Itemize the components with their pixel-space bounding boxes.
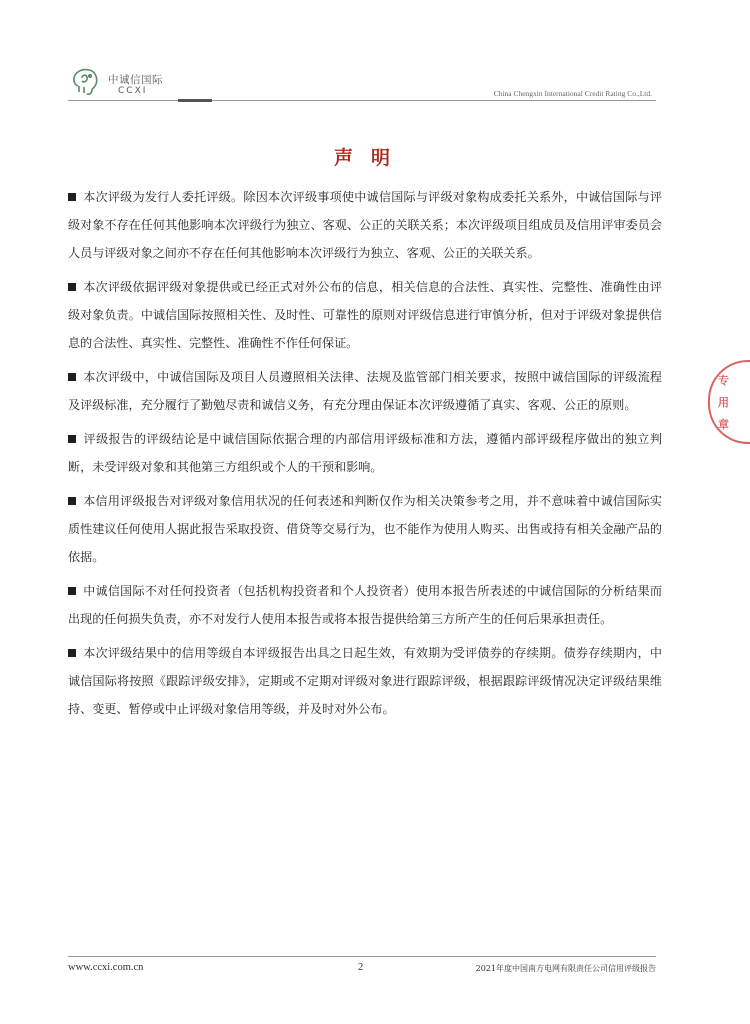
footer-divider (68, 956, 656, 957)
square-bullet-icon (68, 193, 76, 201)
footer-website: www.ccxi.com.cn (68, 962, 144, 973)
paragraph-text: 本信用评级报告对评级对象信用状况的任何表述和判断仅作为相关决策参考之用，并不意味着中诚信国际实质性建议任何使用人据此报告采取投资、借贷等交易行为，也不能作为使用人购买、出售或持有相关金融产品的依据。 (68, 494, 662, 564)
statement-paragraph (68, 273, 662, 357)
page-title: 声明 (333, 147, 408, 169)
statement-body (68, 183, 662, 729)
square-bullet-icon (68, 283, 76, 291)
statement-paragraph (68, 425, 662, 481)
footer-report-title: 2021年度中国南方电网有限责任公司信用评级报告 (475, 964, 656, 973)
paragraph-text: 本次评级依据评级对象提供或已经正式对外公布的信息，相关信息的合法性、真实性、完整性、准确性由评级对象负责。中诚信国际按照相关性、及时性、可靠性的原则对评级信息进行审慎分析，但对于评级对象提供信息的合法性、真实性、完整性、准确性不作任何保证。 (68, 280, 662, 350)
paragraph-text: 本次评级中，中诚信国际及项目人员遵照相关法律、法规及监管部门相关要求，按照中诚信国际的评级流程及评级标准，充分履行了勤勉尽责和诚信义务，有充分理由保证本次评级遵循了真实、客观、公正的原则。 (68, 370, 662, 412)
red-seal-stamp: 专 用 章 (708, 360, 750, 444)
square-bullet-icon (68, 587, 76, 595)
square-bullet-icon (68, 373, 76, 381)
square-bullet-icon (68, 435, 76, 443)
ccxi-logo (70, 64, 180, 98)
paragraph-text: 中诚信国际不对任何投资者（包括机构投资者和个人投资者）使用本报告所表述的中诚信国际的分析结果而出现的任何损失负责，亦不对发行人使用本报告或将本报告提供给第三方所产生的任何后果承担责任。 (68, 584, 662, 626)
page-number: 2 (358, 962, 364, 973)
elephant-logo-icon (70, 64, 104, 98)
logo-chinese-name: 中诚信国际 (108, 74, 163, 86)
header-company-name: China Chengxin International Credit Rating Co.,Ltd. (493, 89, 652, 98)
statement-paragraph (68, 577, 662, 633)
header-divider-accent (178, 99, 212, 102)
paragraph-text: 本次评级结果中的信用等级自本评级报告出具之日起生效，有效期为受评债券的存续期。债券存续期内，中诚信国际将按照《跟踪评级安排》，定期或不定期对评级对象进行跟踪评级，根据跟踪评级情况决定评级结果维持、变更、暂停或中止评级对象信用等级，并及时对外公布。 (68, 646, 662, 716)
paragraph-text: 本次评级为发行人委托评级。除因本次评级事项使中诚信国际与评级对象构成委托关系外，中诚信国际与评级对象不存在任何其他影响本次评级行为独立、客观、公正的关联关系；本次评级项目组成员及信用评审委员会人员与评级对象之间亦不存在任何其他影响本次评级行为独立、客观、公正的关联关系。 (68, 190, 662, 260)
paragraph-text: 评级报告的评级结论是中诚信国际依据合理的内部信用评级标准和方法，遵循内部评级程序做出的独立判断，未受评级对象和其他第三方组织或个人的干预和影响。 (68, 432, 662, 474)
square-bullet-icon (68, 497, 76, 505)
statement-paragraph (68, 487, 662, 571)
statement-paragraph (68, 639, 662, 723)
header-divider (68, 100, 656, 101)
statement-paragraph (68, 363, 662, 419)
statement-paragraph (68, 183, 662, 267)
square-bullet-icon (68, 649, 76, 657)
logo-english-name: CCXI (118, 86, 148, 96)
